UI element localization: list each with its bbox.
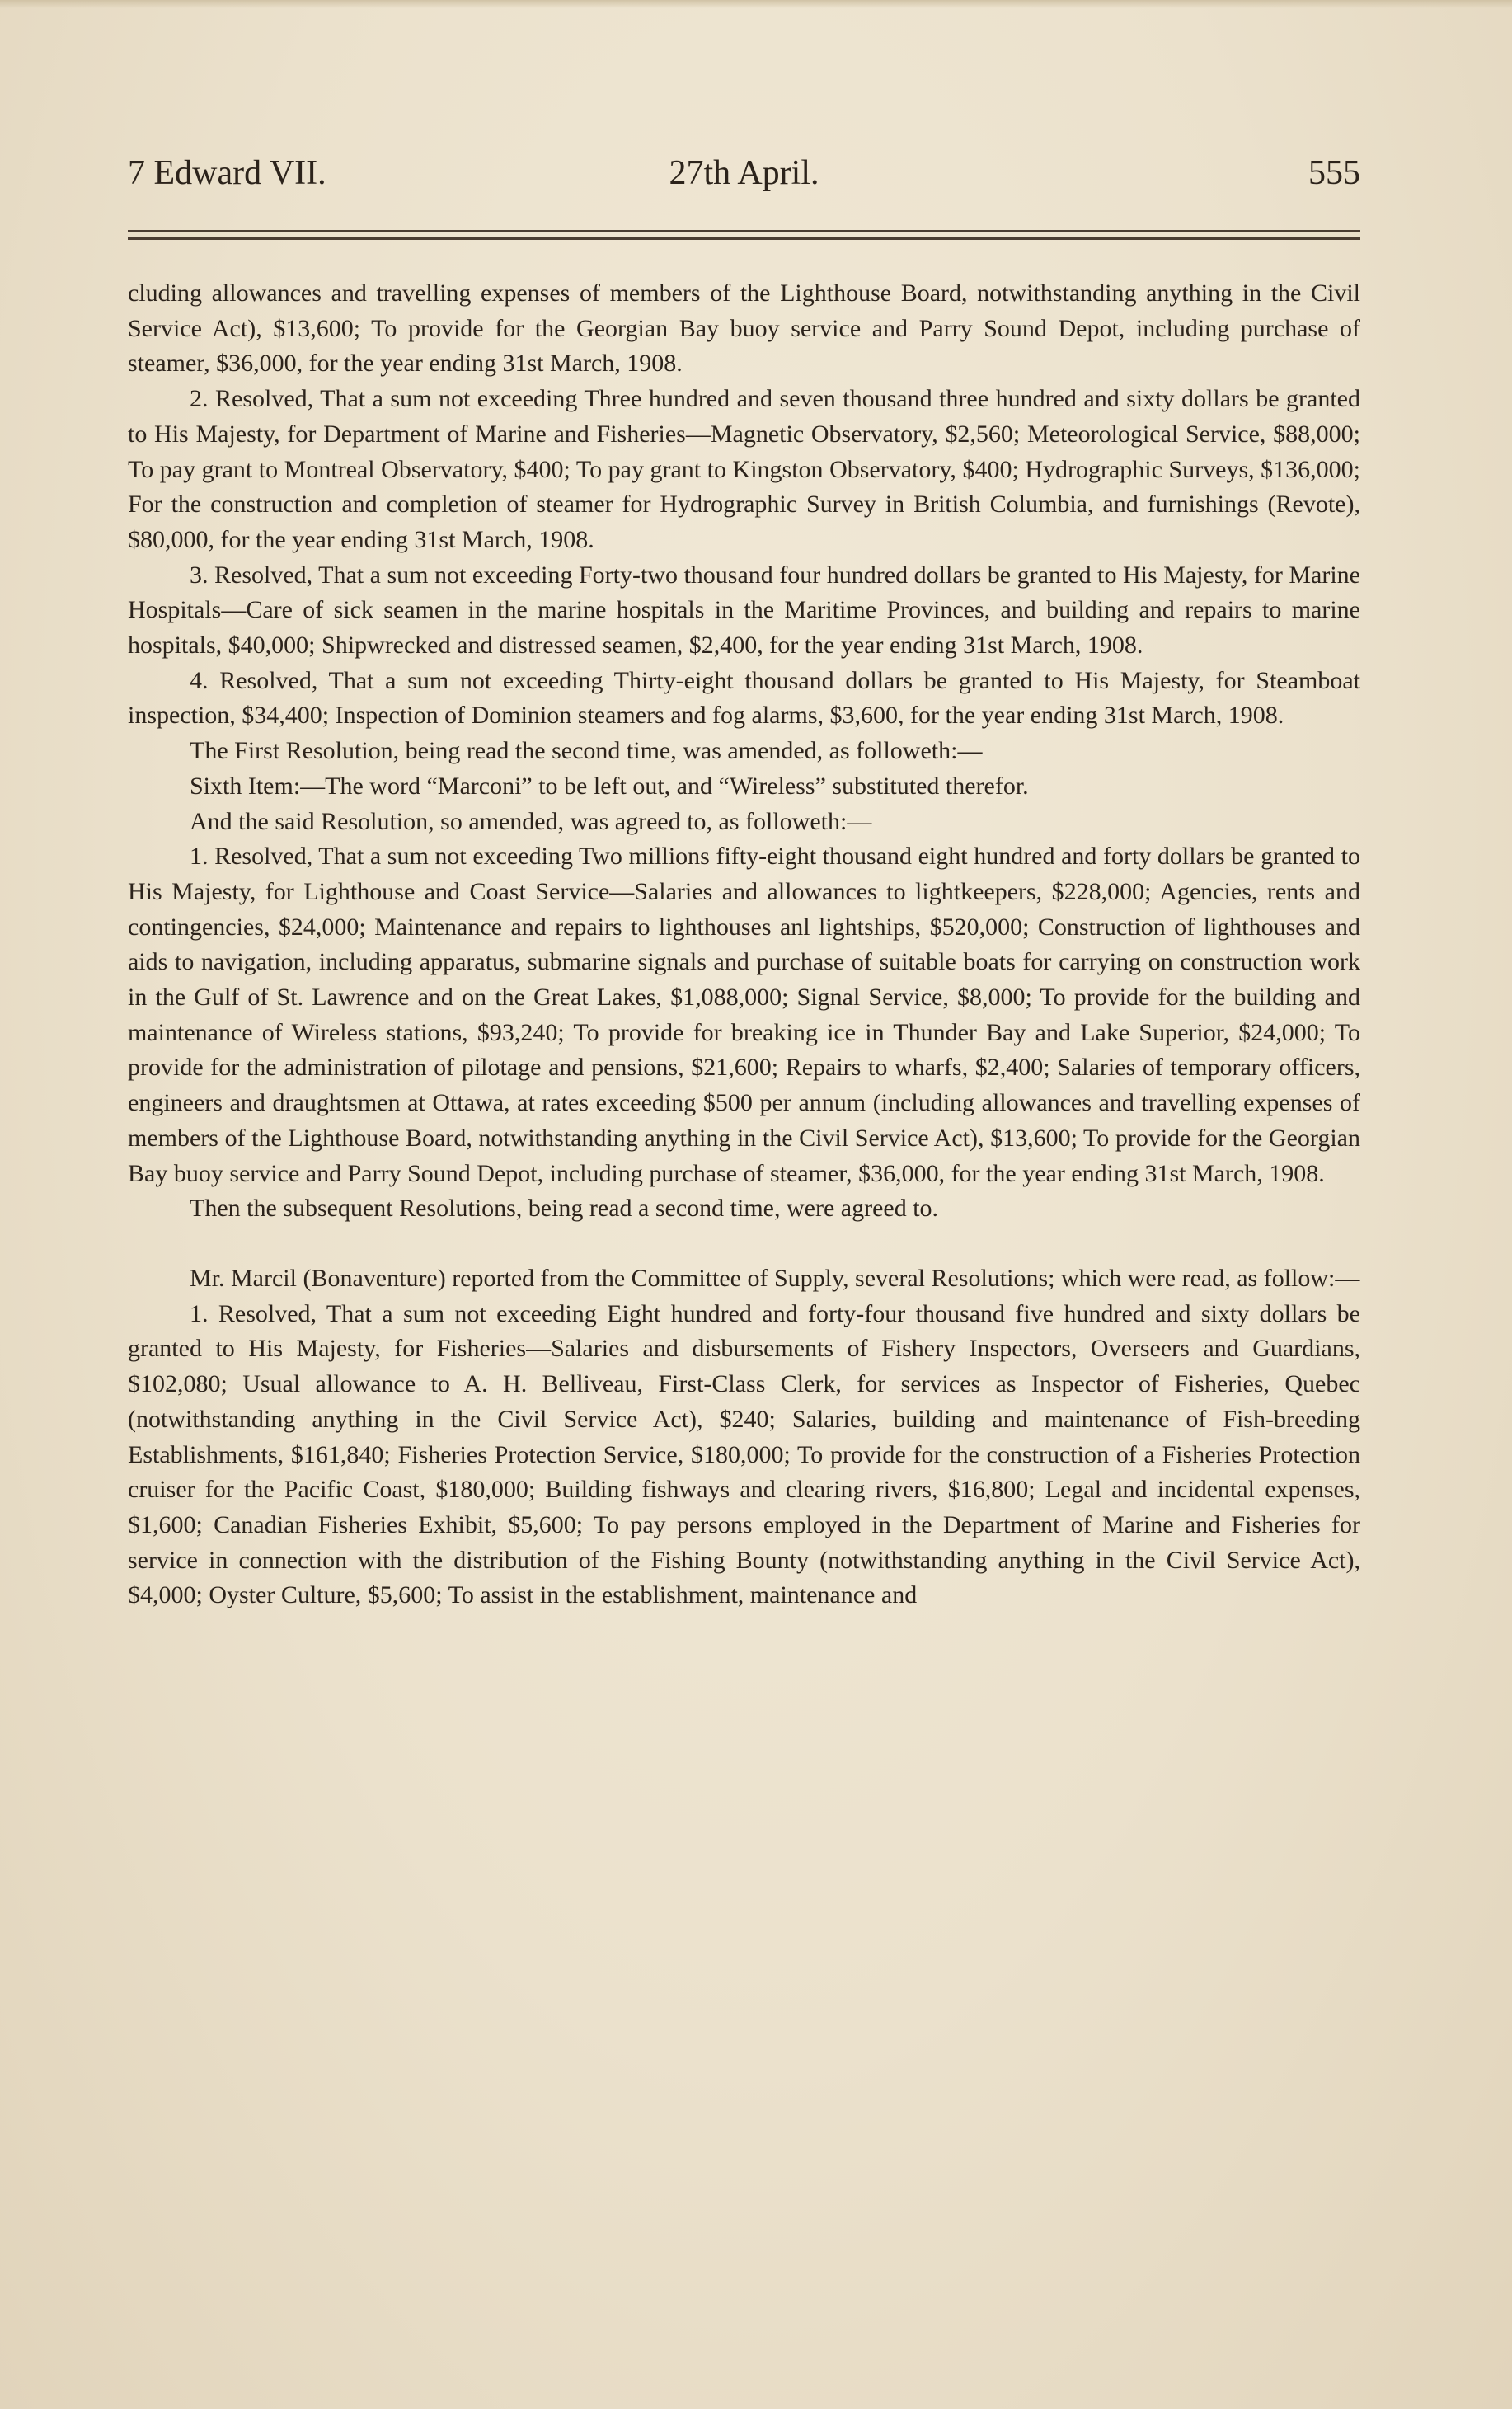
paragraph-subsequent-resolutions: Then the subsequent Resolutions, being read a second time, were agreed to.: [190, 1195, 939, 1223]
header-rule-bottom: [128, 237, 1360, 240]
running-head: [128, 148, 1360, 198]
paragraph-fisheries-resolution-1: 1. Resolved, That a sum not exceeding Eight hundred and forty-four thousand five hundred and sixty dollars be granted to His Majesty, for Fisheries—Salaries and disbursements of Fishery Inspectors, Overseers and Guardians, $102,080; Usual allowance to A. H. Belliveau, First-Class Clerk, for services as Inspector of Fisheries, Quebec (notwithstanding anything in the Civil Service Act), $240; Salaries, building and maintenance of Fish-breeding Establishments, $161,840; Fisheries Protection Service, $180,000; To provide for the construction of a Fisheries Protection cruiser for the Pacific Coast, $180,000; Building fishways and clearing rivers, $16,800; Legal and incidental expenses, $1,600; Canadian Fisheries Exhibit, $5,600; To pay persons employed in the Department of Marine and Fisheries for service in connection with the distribution of the Fishing Bounty (notwithstanding anything in the Civil Service Act), $4,000; Oyster Culture, $5,600; To assist in the establishment, maintenance and: [128, 1299, 1360, 1609]
body-text: [128, 276, 1360, 1613]
paragraph-sixth-item: Sixth Item:—The word “Marconi” to be left out, and “Wireless” substituted therefor.: [190, 772, 1029, 800]
paragraph-resolution-4: 4. Resolved, That a sum not exceeding Thirty-eight thousand dollars be granted to His Majesty, for Steamboat inspection, $34,400; Inspection of Dominion steamers and fog alarms, $3,600, for the year ending 31st March, 1908.: [128, 666, 1360, 730]
header-rule-top: [128, 230, 1360, 232]
paragraph-first-resolution-amended: The First Resolution, being read the second time, was amended, as followeth:—: [190, 737, 983, 765]
paragraph-resolution-agreed: And the said Resolution, so amended, was agreed to, as followeth:—: [190, 807, 872, 835]
paragraph-resolution-3: 3. Resolved, That a sum not exceeding Forty-two thousand four hundred dollars be granted to His Majesty, for Marine Hospitals—Care of sick seamen in the marine hospitals in the Maritime Provinces, and building and repairs to marine hospitals, $40,000; Shipwrecked and distressed seamen, $2,400, for the year ending 31st March, 1908.: [128, 561, 1360, 660]
page-number: 555: [1308, 154, 1360, 192]
paragraph-supply-report: Mr. Marcil (Bonaventure) reported from the Committee of Supply, several Resolutions; which were read, as follow:—: [190, 1264, 1360, 1292]
page-top-edge: [0, 0, 1512, 8]
paragraph-continuation: cluding allowances and travelling expenses of members of the Lighthouse Board, notwithstanding anything in the Civil Service Act), $13,600; To provide for the Georgian Bay buoy service and Parry Sound Depot, including purchase of steamer, $36,000, for the year ending 31st March, 1908.: [128, 279, 1360, 378]
paragraph-resolution-1-amended: 1. Resolved, That a sum not exceeding Two millions fifty-eight thousand eight hundred and forty dollars be granted to His Majesty, for Lighthouse and Coast Service—Salaries and allowances to lightkeepers, $228,000; Agencies, rents and contingencies, $24,000; Maintenance and repairs to lighthouses anl lightships, $520,000; Construction of lighthouses and aids to navigation, including apparatus, submarine signals and purchase of suitable boats for carrying on construction work in the Gulf of St. Lawrence and on the Great Lakes, $1,088,000; Signal Service, $8,000; To provide for the building and maintenance of Wireless stations, $93,240; To provide for breaking ice in Thunder Bay and Lake Superior, $24,000; To provide for the administration of pilotage and pensions, $21,600; Repairs to wharfs, $2,400; Salaries of temporary officers, engineers and draughtsmen at Ottawa, at rates exceeding $500 per annum (including allowances and travelling expenses of members of the Lighthouse Board, notwithstanding anything in the Civil Service Act), $13,600; To provide for the Georgian Bay buoy service and Parry Sound Depot, including purchase of steamer, $36,000, for the year ending 31st March, 1908.: [128, 843, 1360, 1187]
running-head-regnal-year: 7 Edward VII.: [128, 154, 326, 192]
paragraph-resolution-2: 2. Resolved, That a sum not exceeding Three hundred and seven thousand three hundred and sixty dollars be granted to His Majesty, for Department of Marine and Fisheries—Magnetic Observatory, $2,560; Meteorological Service, $88,000; To pay grant to Montreal Observatory, $400; To pay grant to Kingston Observatory, $400; Hydrographic Surveys, $136,000; For the construction and completion of steamer for Hydrographic Survey in British Columbia, and furnishings (Revote), $80,000, for the year ending 31st March, 1908.: [128, 385, 1360, 553]
running-head-date: 27th April.: [669, 154, 819, 192]
